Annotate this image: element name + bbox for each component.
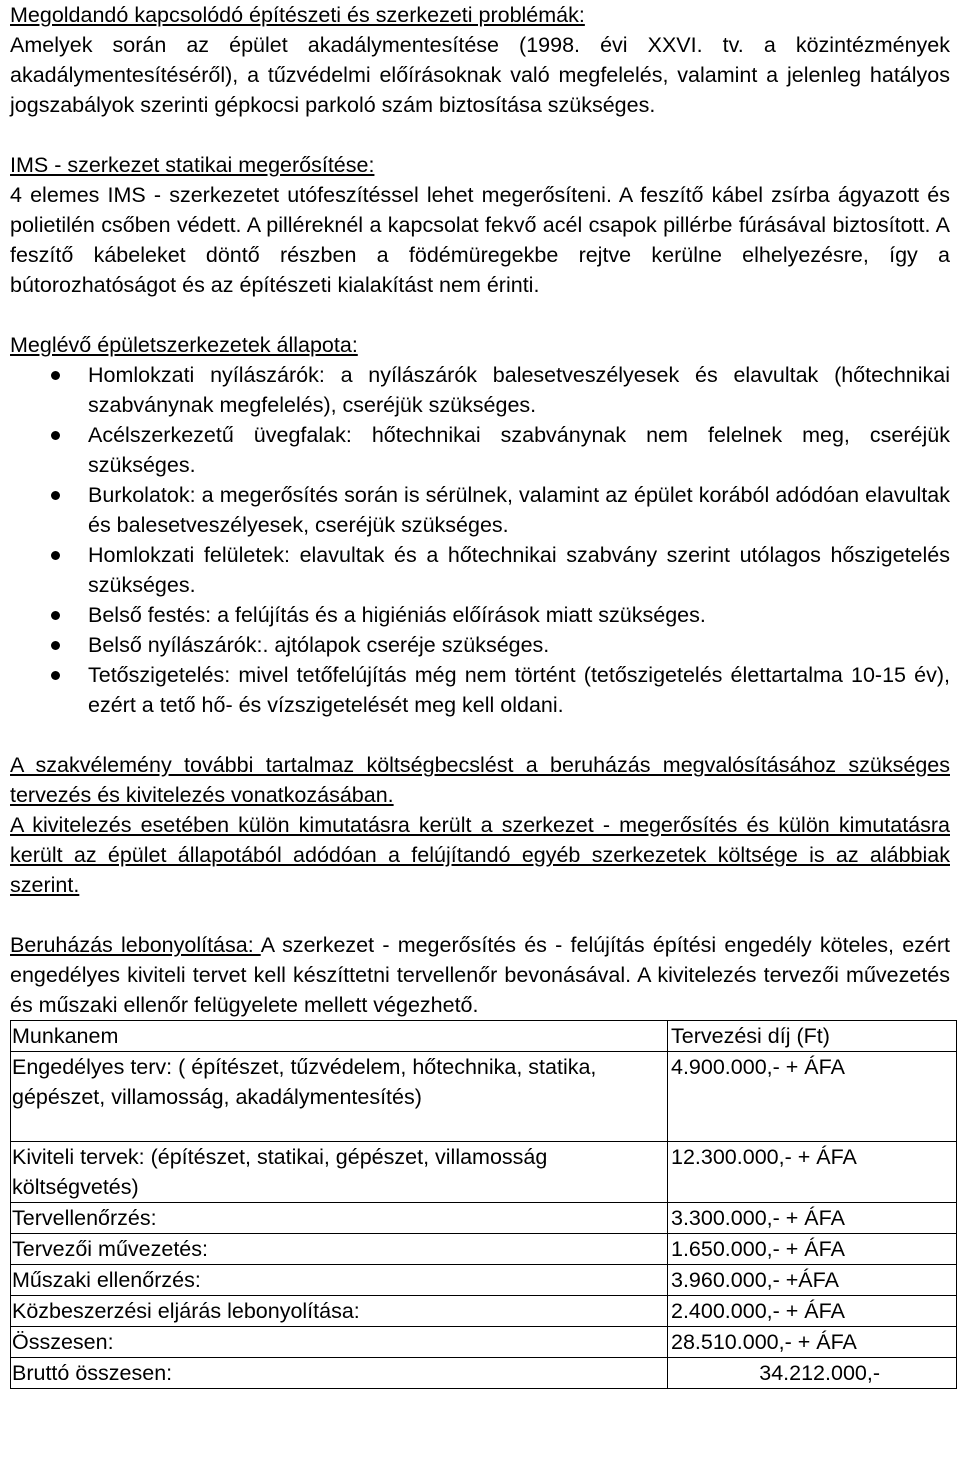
table-row [11, 1142, 957, 1203]
investment-paragraph [10, 930, 950, 1020]
table-row [11, 1052, 957, 1142]
list-item: Tetőszigetelés: mivel tetőfelújítás még nem történt (tetőszigetelés élettartalma 10-15 év), ezért a tető hő- és vízszigetelését meg kell oldani. [10, 660, 950, 720]
table-cell-fee: 4.900.000,- + ÁFA [668, 1052, 957, 1142]
bullet-icon [51, 551, 60, 560]
section-heading-ims: IMS - szerkezet statikai megerősítése: [10, 153, 375, 177]
table-cell-work: Műszaki ellenőrzés: [11, 1265, 668, 1296]
cost-breakdown-text: A kivitelezés esetében külön kimutatásra került a szerkezet - megerősítés és külön kimutatásra került az épület állapotából adódóan a felújítandó egyéb szerkezetek költsége is az alábbiak szerint. [10, 813, 950, 897]
table-cell-work: Tervezői művezetés: [11, 1234, 668, 1265]
investment-text: A szerkezet - megerősítés és - felújítás építési engedély köteles, ezért engedélyes kiviteli tervet kell készíttetni tervellenőr bevonásával. A kivitelezés tervezői művezetés és műszaki ellenőr felügyelete mellett végezhető. [10, 933, 950, 1017]
spacer [10, 720, 950, 750]
table-cell-fee: 3.300.000,- + ÁFA [668, 1203, 957, 1234]
section-heading-condition: Meglévő épületszerkezetek állapota: [10, 333, 358, 357]
condition-list [10, 360, 950, 720]
section-heading-problems: Megoldandó kapcsolódó építészeti és szerkezeti problémák: [10, 3, 585, 27]
table-row [11, 1327, 957, 1358]
table-cell-work: Bruttó összesen: [11, 1358, 668, 1389]
table-cell-work: Kiviteli tervek: (építészet, statikai, gépészet, villamosság költségvetés) [11, 1142, 668, 1203]
list-item: Homlokzati felületek: elavultak és a hőtechnikai szabvány szerint utólagos hőszigetelés szükséges. [10, 540, 950, 600]
list-item: Belső nyílászárók:. ajtólapok cseréje szükséges. [10, 630, 950, 660]
table-cell-work: Engedélyes terv: ( építészet, tűzvédelem, hőtechnika, statika, gépészet, villamosság, akadálymentesítés) [11, 1052, 668, 1142]
column-header-work: Munkanem [11, 1021, 668, 1052]
section-heading-investment: Beruházás lebonyolítása: [10, 933, 261, 957]
bullet-icon [51, 371, 60, 380]
bullet-icon [51, 641, 60, 650]
table-cell-fee: 34.212.000,- [668, 1358, 957, 1389]
table-row-total [11, 1358, 957, 1389]
spacer [10, 900, 950, 930]
cost-table [10, 1020, 957, 1389]
table-row [11, 1296, 957, 1327]
table-row [11, 1234, 957, 1265]
spacer [10, 300, 950, 330]
table-cell-fee: 3.960.000,- +ÁFA [668, 1265, 957, 1296]
cost-estimate-text: A szakvélemény további tartalmaz költségbecslést a beruházás megvalósításához szükséges tervezés és kivitelezés vonatkozásában. [10, 753, 950, 807]
section-text-ims: 4 elemes IMS - szerkezetet utófeszítéssel lehet megerősíteni. A feszítő kábel zsírba ágyazott és polietilén csőben védett. A pilléreknél a kapcsolat fekvő acél csapok pillérbe fúrásával biztosított. A feszítő kábeleket döntő részben a födémüregekbe rejtve kerülne elhelyezésre, így a bútorozhatóságot és az építészeti kialakítást nem érinti. [10, 183, 950, 297]
bullet-icon [51, 431, 60, 440]
bullet-icon [51, 611, 60, 620]
list-item: Burkolatok: a megerősítés során is sérülnek, valamint az épület korából adódóan elavultak és balesetveszélyesek, cseréjük szükséges. [10, 480, 950, 540]
table-cell-fee: 12.300.000,- + ÁFA [668, 1142, 957, 1203]
table-header-row [11, 1021, 957, 1052]
bullet-icon [51, 491, 60, 500]
table-cell-work: Tervellenőrzés: [11, 1203, 668, 1234]
table-row [11, 1203, 957, 1234]
table-cell-fee: 2.400.000,- + ÁFA [668, 1296, 957, 1327]
list-item: Acélszerkezetű üvegfalak: hőtechnikai szabványnak nem felelnek meg, cseréjük szükséges. [10, 420, 950, 480]
table-cell-work: Közbeszerzési eljárás lebonyolítása: [11, 1296, 668, 1327]
spacer [10, 120, 950, 150]
section-text-problems: Amelyek során az épület akadálymentesítése (1998. évi XXVI. tv. a közintézmények akadálymentesítéséről), a tűzvédelmi előírásoknak való megfelelés, valamint a jelenleg hatályos jogszabályok szerinti gépkocsi parkoló szám biztosítása szükséges. [10, 33, 950, 117]
bullet-icon [51, 671, 60, 680]
list-item: Belső festés: a felújítás és a higiéniás előírások miatt szükséges. [10, 600, 950, 630]
table-cell-fee: 1.650.000,- + ÁFA [668, 1234, 957, 1265]
table-cell-work: Összesen: [11, 1327, 668, 1358]
column-header-fee: Tervezési díj (Ft) [668, 1021, 957, 1052]
table-cell-fee: 28.510.000,- + ÁFA [668, 1327, 957, 1358]
list-item: Homlokzati nyílászárók: a nyílászárók balesetveszélyesek és elavultak (hőtechnikai szabványnak megfelelés), cseréjük szükséges. [10, 360, 950, 420]
table-row [11, 1265, 957, 1296]
